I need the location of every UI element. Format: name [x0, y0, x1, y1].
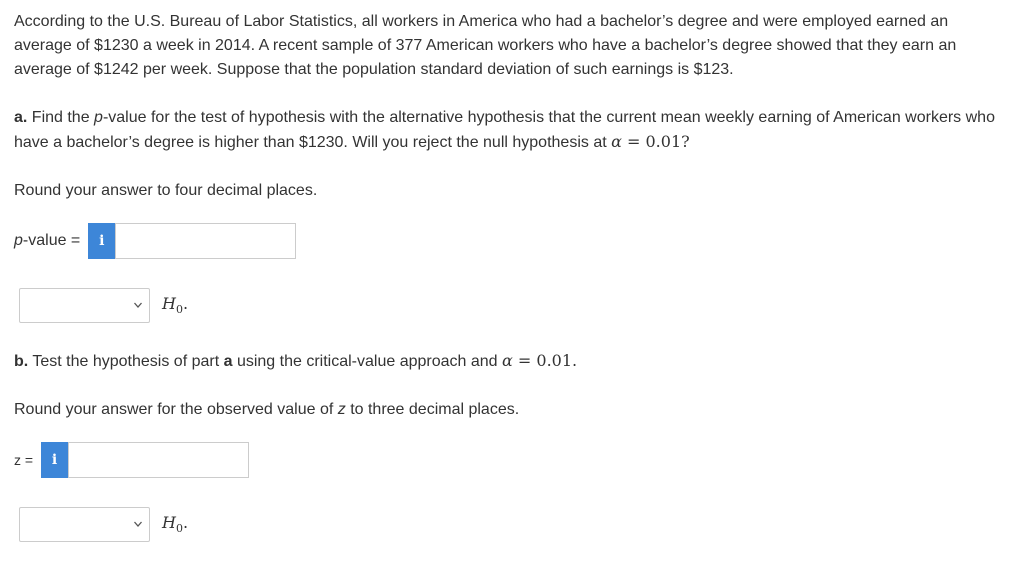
part-b-rounding-instruction: Round your answer for the observed value of z to three decimal places.: [14, 401, 520, 418]
h0-label: $H_0$.: [162, 512, 189, 536]
alpha-symbol: α: [611, 132, 622, 151]
part-b-decision-select[interactable]: [19, 507, 150, 542]
question-container: [14, 10, 1004, 542]
chevron-down-icon: [133, 299, 143, 311]
p-value-answer-row: [14, 223, 1004, 259]
question-intro: According to the U.S. Bureau of Labor Statistics, all workers in America who had a bachelor’s degree and were employed earned an average of $1230 a week in 2014. A recent sample of 377 American workers who have a bachelor’s degree showed that they earn an average of $1242 per week. Suppose that the population standard deviation of such earnings is $123.: [14, 13, 957, 78]
z-value-input[interactable]: [68, 442, 249, 478]
part-a-label: a.: [14, 109, 28, 126]
part-a-decision-select[interactable]: [19, 288, 150, 323]
z-answer-row: [14, 442, 1004, 478]
alpha-symbol: α: [502, 351, 513, 370]
info-icon[interactable]: i: [41, 442, 68, 478]
info-icon[interactable]: i: [88, 223, 115, 259]
z-label: z =: [14, 452, 34, 468]
part-a-decision-row: [19, 287, 1004, 323]
part-a-question: a. Find the p-value for the test of hypothesis with the alternative hypothesis that the current mean weekly earning of American workers who have a bachelor’s degree is higher than $1230. Will you reject the null hypothesis at α = 0.01?: [14, 109, 995, 151]
p-value-input[interactable]: [115, 223, 296, 259]
part-a-rounding-instruction: Round your answer to four decimal places.: [14, 182, 318, 199]
part-b-decision-row: [19, 506, 1004, 542]
part-b-label: b.: [14, 353, 29, 370]
h0-label: $H_0$.: [162, 293, 189, 317]
p-value-label: p-value =: [14, 232, 81, 249]
part-b-question: b. Test the hypothesis of part a using the critical-value approach and α = 0.01.: [14, 351, 578, 370]
chevron-down-icon: [133, 518, 143, 530]
